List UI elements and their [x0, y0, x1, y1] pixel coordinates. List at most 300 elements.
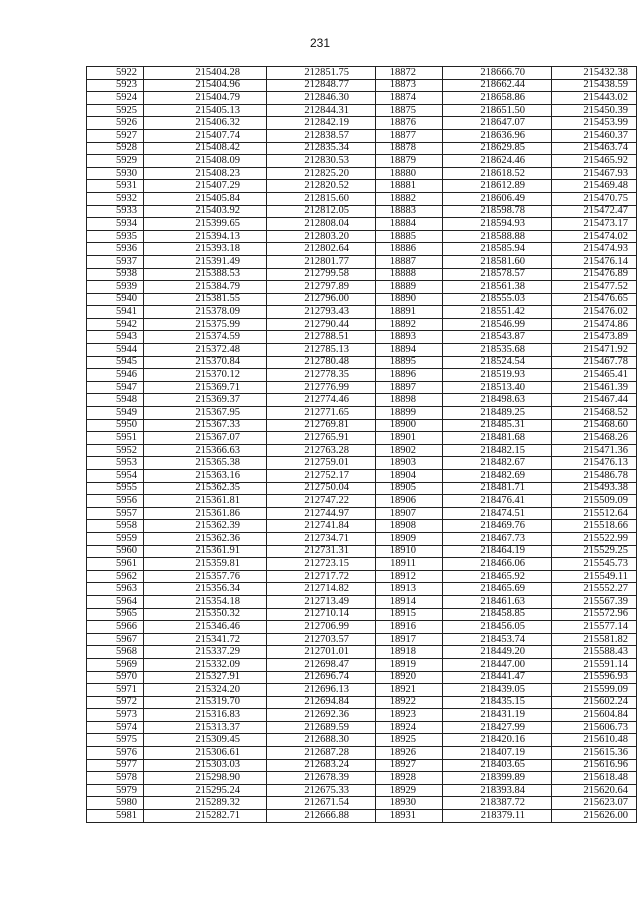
x-coordinate-right-cell: 218407.19: [443, 747, 552, 760]
y-coordinate-right-cell: 215474.86: [552, 318, 637, 331]
y-coordinate-left-cell: 212710.14: [267, 608, 376, 621]
table-row: [87, 495, 637, 508]
table-row: [87, 344, 637, 357]
y-coordinate-right-cell: 215604.84: [552, 709, 637, 722]
y-coordinate-right-cell: 215623.07: [552, 797, 637, 810]
y-coordinate-left-cell: 212694.84: [267, 696, 376, 709]
point-number-right-cell: 18875: [376, 104, 443, 117]
x-coordinate-right-cell: 218585.94: [443, 243, 552, 256]
point-number-right-cell: 18925: [376, 734, 443, 747]
point-number-left-cell: 5929: [87, 155, 144, 168]
y-coordinate-left-cell: 212734.71: [267, 532, 376, 545]
point-number-right-cell: 18921: [376, 684, 443, 697]
x-coordinate-left-cell: 215298.90: [144, 772, 267, 785]
y-coordinate-right-cell: 215472.47: [552, 205, 637, 218]
x-coordinate-left-cell: 215367.95: [144, 407, 267, 420]
x-coordinate-left-cell: 215324.20: [144, 684, 267, 697]
y-coordinate-right-cell: 215474.93: [552, 243, 637, 256]
point-number-left-cell: 5923: [87, 79, 144, 92]
table-row: [87, 482, 637, 495]
point-number-right-cell: 18926: [376, 747, 443, 760]
point-number-left-cell: 5976: [87, 747, 144, 760]
x-coordinate-right-cell: 218387.72: [443, 797, 552, 810]
point-number-right-cell: 18893: [376, 331, 443, 344]
y-coordinate-left-cell: 212769.81: [267, 419, 376, 432]
point-number-right-cell: 18929: [376, 784, 443, 797]
x-coordinate-left-cell: 215309.45: [144, 734, 267, 747]
y-coordinate-left-cell: 212851.75: [267, 67, 376, 80]
table-row: [87, 570, 637, 583]
point-number-left-cell: 5948: [87, 394, 144, 407]
x-coordinate-right-cell: 218420.16: [443, 734, 552, 747]
point-number-right-cell: 18872: [376, 67, 443, 80]
table-row: [87, 608, 637, 621]
point-number-right-cell: 18928: [376, 772, 443, 785]
y-coordinate-right-cell: 215450.39: [552, 104, 637, 117]
table-row: [87, 268, 637, 281]
table-row: [87, 381, 637, 394]
point-number-left-cell: 5934: [87, 218, 144, 231]
point-number-right-cell: 18915: [376, 608, 443, 621]
table-row: [87, 218, 637, 231]
x-coordinate-left-cell: 215367.33: [144, 419, 267, 432]
x-coordinate-right-cell: 218551.42: [443, 306, 552, 319]
y-coordinate-left-cell: 212774.46: [267, 394, 376, 407]
point-number-right-cell: 18878: [376, 142, 443, 155]
point-number-left-cell: 5952: [87, 444, 144, 457]
y-coordinate-left-cell: 212687.28: [267, 747, 376, 760]
point-number-right-cell: 18881: [376, 180, 443, 193]
y-coordinate-right-cell: 215467.78: [552, 356, 637, 369]
x-coordinate-right-cell: 218465.92: [443, 570, 552, 583]
x-coordinate-left-cell: 215407.74: [144, 129, 267, 142]
point-number-left-cell: 5975: [87, 734, 144, 747]
x-coordinate-left-cell: 215370.12: [144, 369, 267, 382]
y-coordinate-right-cell: 215545.73: [552, 558, 637, 571]
table-row: [87, 734, 637, 747]
x-coordinate-left-cell: 215289.32: [144, 797, 267, 810]
point-number-left-cell: 5978: [87, 772, 144, 785]
y-coordinate-right-cell: 215468.26: [552, 432, 637, 445]
y-coordinate-left-cell: 212744.97: [267, 507, 376, 520]
y-coordinate-left-cell: 212842.19: [267, 117, 376, 130]
point-number-right-cell: 18874: [376, 92, 443, 105]
point-number-right-cell: 18907: [376, 507, 443, 520]
table-row: [87, 772, 637, 785]
y-coordinate-right-cell: 215610.48: [552, 734, 637, 747]
x-coordinate-right-cell: 218458.85: [443, 608, 552, 621]
x-coordinate-left-cell: 215341.72: [144, 633, 267, 646]
y-coordinate-left-cell: 212812.05: [267, 205, 376, 218]
y-coordinate-left-cell: 212848.77: [267, 79, 376, 92]
table-row: [87, 192, 637, 205]
point-number-left-cell: 5953: [87, 457, 144, 470]
y-coordinate-left-cell: 212796.00: [267, 293, 376, 306]
x-coordinate-right-cell: 218393.84: [443, 784, 552, 797]
x-coordinate-right-cell: 218612.89: [443, 180, 552, 193]
x-coordinate-right-cell: 218464.19: [443, 545, 552, 558]
y-coordinate-left-cell: 212666.88: [267, 810, 376, 823]
x-coordinate-right-cell: 218513.40: [443, 381, 552, 394]
y-coordinate-left-cell: 212799.58: [267, 268, 376, 281]
point-number-right-cell: 18899: [376, 407, 443, 420]
table-row: [87, 545, 637, 558]
y-coordinate-right-cell: 215471.92: [552, 344, 637, 357]
y-coordinate-left-cell: 212688.30: [267, 734, 376, 747]
x-coordinate-left-cell: 215362.36: [144, 532, 267, 545]
point-number-right-cell: 18930: [376, 797, 443, 810]
point-number-left-cell: 5933: [87, 205, 144, 218]
x-coordinate-right-cell: 218498.63: [443, 394, 552, 407]
x-coordinate-right-cell: 218431.19: [443, 709, 552, 722]
x-coordinate-right-cell: 218465.69: [443, 583, 552, 596]
y-coordinate-left-cell: 212747.22: [267, 495, 376, 508]
point-number-left-cell: 5940: [87, 293, 144, 306]
point-number-left-cell: 5946: [87, 369, 144, 382]
y-coordinate-right-cell: 215591.14: [552, 658, 637, 671]
table-row: [87, 407, 637, 420]
x-coordinate-left-cell: 215403.92: [144, 205, 267, 218]
x-coordinate-left-cell: 215366.63: [144, 444, 267, 457]
x-coordinate-right-cell: 218482.15: [443, 444, 552, 457]
y-coordinate-right-cell: 215438.59: [552, 79, 637, 92]
point-number-right-cell: 18922: [376, 696, 443, 709]
y-coordinate-left-cell: 212808.04: [267, 218, 376, 231]
x-coordinate-left-cell: 215362.35: [144, 482, 267, 495]
y-coordinate-right-cell: 215465.92: [552, 155, 637, 168]
table-row: [87, 633, 637, 646]
table-row: [87, 507, 637, 520]
x-coordinate-left-cell: 215391.49: [144, 255, 267, 268]
y-coordinate-left-cell: 212678.39: [267, 772, 376, 785]
x-coordinate-right-cell: 218618.52: [443, 167, 552, 180]
y-coordinate-left-cell: 212703.57: [267, 633, 376, 646]
x-coordinate-right-cell: 218555.03: [443, 293, 552, 306]
x-coordinate-right-cell: 218598.78: [443, 205, 552, 218]
y-coordinate-left-cell: 212835.34: [267, 142, 376, 155]
x-coordinate-right-cell: 218647.07: [443, 117, 552, 130]
point-number-right-cell: 18920: [376, 671, 443, 684]
y-coordinate-right-cell: 215476.02: [552, 306, 637, 319]
point-number-right-cell: 18916: [376, 621, 443, 634]
x-coordinate-right-cell: 218485.31: [443, 419, 552, 432]
table-row: [87, 142, 637, 155]
y-coordinate-right-cell: 215460.37: [552, 129, 637, 142]
point-number-left-cell: 5941: [87, 306, 144, 319]
y-coordinate-left-cell: 212790.44: [267, 318, 376, 331]
point-number-right-cell: 18883: [376, 205, 443, 218]
table-row: [87, 810, 637, 823]
y-coordinate-left-cell: 212778.35: [267, 369, 376, 382]
y-coordinate-left-cell: 212759.01: [267, 457, 376, 470]
point-number-left-cell: 5980: [87, 797, 144, 810]
point-number-right-cell: 18882: [376, 192, 443, 205]
y-coordinate-left-cell: 212776.99: [267, 381, 376, 394]
y-coordinate-right-cell: 215468.52: [552, 407, 637, 420]
x-coordinate-left-cell: 215393.18: [144, 243, 267, 256]
y-coordinate-left-cell: 212844.31: [267, 104, 376, 117]
point-number-right-cell: 18892: [376, 318, 443, 331]
table-row: [87, 306, 637, 319]
x-coordinate-right-cell: 218481.71: [443, 482, 552, 495]
point-number-left-cell: 5959: [87, 532, 144, 545]
x-coordinate-left-cell: 215374.59: [144, 331, 267, 344]
table-row: [87, 281, 637, 294]
y-coordinate-right-cell: 215463.74: [552, 142, 637, 155]
x-coordinate-right-cell: 218447.00: [443, 658, 552, 671]
x-coordinate-right-cell: 218467.73: [443, 532, 552, 545]
y-coordinate-right-cell: 215615.36: [552, 747, 637, 760]
table-row: [87, 318, 637, 331]
point-number-left-cell: 5931: [87, 180, 144, 193]
y-coordinate-left-cell: 212830.53: [267, 155, 376, 168]
y-coordinate-left-cell: 212838.57: [267, 129, 376, 142]
x-coordinate-left-cell: 215404.28: [144, 67, 267, 80]
y-coordinate-right-cell: 215606.73: [552, 721, 637, 734]
x-coordinate-left-cell: 215282.71: [144, 810, 267, 823]
x-coordinate-right-cell: 218441.47: [443, 671, 552, 684]
y-coordinate-right-cell: 215522.99: [552, 532, 637, 545]
x-coordinate-left-cell: 215327.91: [144, 671, 267, 684]
y-coordinate-left-cell: 212696.13: [267, 684, 376, 697]
point-number-left-cell: 5936: [87, 243, 144, 256]
point-number-left-cell: 5925: [87, 104, 144, 117]
x-coordinate-left-cell: 215369.71: [144, 381, 267, 394]
y-coordinate-left-cell: 212820.52: [267, 180, 376, 193]
x-coordinate-left-cell: 215408.23: [144, 167, 267, 180]
table-row: [87, 797, 637, 810]
y-coordinate-right-cell: 215512.64: [552, 507, 637, 520]
y-coordinate-right-cell: 215567.39: [552, 595, 637, 608]
table-row: [87, 621, 637, 634]
x-coordinate-left-cell: 215356.34: [144, 583, 267, 596]
point-number-right-cell: 18902: [376, 444, 443, 457]
y-coordinate-right-cell: 215468.60: [552, 419, 637, 432]
x-coordinate-right-cell: 218461.63: [443, 595, 552, 608]
point-number-right-cell: 18894: [376, 344, 443, 357]
point-number-right-cell: 18905: [376, 482, 443, 495]
x-coordinate-right-cell: 218561.38: [443, 281, 552, 294]
y-coordinate-right-cell: 215474.02: [552, 230, 637, 243]
page-number: 231: [309, 36, 331, 50]
x-coordinate-left-cell: 215365.38: [144, 457, 267, 470]
table-row: [87, 646, 637, 659]
x-coordinate-left-cell: 215405.84: [144, 192, 267, 205]
y-coordinate-left-cell: 212815.60: [267, 192, 376, 205]
point-number-left-cell: 5964: [87, 595, 144, 608]
table-row: [87, 293, 637, 306]
table-row: [87, 180, 637, 193]
x-coordinate-right-cell: 218456.05: [443, 621, 552, 634]
point-number-right-cell: 18903: [376, 457, 443, 470]
point-number-left-cell: 5981: [87, 810, 144, 823]
point-number-left-cell: 5922: [87, 67, 144, 80]
x-coordinate-right-cell: 218594.93: [443, 218, 552, 231]
x-coordinate-right-cell: 218489.25: [443, 407, 552, 420]
table-row: [87, 444, 637, 457]
x-coordinate-right-cell: 218476.41: [443, 495, 552, 508]
table-row: [87, 709, 637, 722]
y-coordinate-left-cell: 212780.48: [267, 356, 376, 369]
point-number-right-cell: 18877: [376, 129, 443, 142]
table-row: [87, 532, 637, 545]
point-number-right-cell: 18889: [376, 281, 443, 294]
x-coordinate-right-cell: 218379.11: [443, 810, 552, 823]
x-coordinate-right-cell: 218453.74: [443, 633, 552, 646]
y-coordinate-right-cell: 215467.93: [552, 167, 637, 180]
y-coordinate-left-cell: 212763.28: [267, 444, 376, 457]
x-coordinate-left-cell: 215372.48: [144, 344, 267, 357]
x-coordinate-left-cell: 215361.91: [144, 545, 267, 558]
x-coordinate-right-cell: 218658.86: [443, 92, 552, 105]
y-coordinate-left-cell: 212825.20: [267, 167, 376, 180]
table-row: [87, 167, 637, 180]
y-coordinate-right-cell: 215596.93: [552, 671, 637, 684]
x-coordinate-left-cell: 215316.83: [144, 709, 267, 722]
point-number-right-cell: 18908: [376, 520, 443, 533]
table-row: [87, 356, 637, 369]
point-number-left-cell: 5967: [87, 633, 144, 646]
y-coordinate-left-cell: 212698.47: [267, 658, 376, 671]
y-coordinate-left-cell: 212714.82: [267, 583, 376, 596]
y-coordinate-right-cell: 215602.24: [552, 696, 637, 709]
point-number-left-cell: 5945: [87, 356, 144, 369]
point-number-right-cell: 18887: [376, 255, 443, 268]
y-coordinate-right-cell: 215476.89: [552, 268, 637, 281]
x-coordinate-right-cell: 218666.70: [443, 67, 552, 80]
x-coordinate-left-cell: 215350.32: [144, 608, 267, 621]
x-coordinate-left-cell: 215370.84: [144, 356, 267, 369]
x-coordinate-right-cell: 218546.99: [443, 318, 552, 331]
point-number-right-cell: 18879: [376, 155, 443, 168]
point-number-left-cell: 5932: [87, 192, 144, 205]
table-row: [87, 470, 637, 483]
point-number-right-cell: 18913: [376, 583, 443, 596]
x-coordinate-right-cell: 218427.99: [443, 721, 552, 734]
point-number-right-cell: 18917: [376, 633, 443, 646]
y-coordinate-right-cell: 215626.00: [552, 810, 637, 823]
coordinates-table: [86, 66, 637, 823]
table-row: [87, 92, 637, 105]
point-number-right-cell: 18901: [376, 432, 443, 445]
point-number-right-cell: 18880: [376, 167, 443, 180]
table-row: [87, 67, 637, 80]
y-coordinate-left-cell: 212765.91: [267, 432, 376, 445]
point-number-left-cell: 5951: [87, 432, 144, 445]
x-coordinate-left-cell: 215369.37: [144, 394, 267, 407]
y-coordinate-right-cell: 215476.65: [552, 293, 637, 306]
point-number-right-cell: 18876: [376, 117, 443, 130]
y-coordinate-left-cell: 212785.13: [267, 344, 376, 357]
y-coordinate-right-cell: 215486.78: [552, 470, 637, 483]
point-number-left-cell: 5943: [87, 331, 144, 344]
x-coordinate-right-cell: 218636.96: [443, 129, 552, 142]
point-number-left-cell: 5960: [87, 545, 144, 558]
y-coordinate-right-cell: 215518.66: [552, 520, 637, 533]
y-coordinate-right-cell: 215549.11: [552, 570, 637, 583]
x-coordinate-left-cell: 215378.09: [144, 306, 267, 319]
point-number-left-cell: 5972: [87, 696, 144, 709]
point-number-right-cell: 18906: [376, 495, 443, 508]
point-number-left-cell: 5957: [87, 507, 144, 520]
table-row: [87, 696, 637, 709]
y-coordinate-left-cell: 212713.49: [267, 595, 376, 608]
x-coordinate-left-cell: 215346.46: [144, 621, 267, 634]
table-row: [87, 747, 637, 760]
point-number-left-cell: 5963: [87, 583, 144, 596]
point-number-left-cell: 5937: [87, 255, 144, 268]
point-number-left-cell: 5968: [87, 646, 144, 659]
x-coordinate-left-cell: 215361.81: [144, 495, 267, 508]
x-coordinate-right-cell: 218519.93: [443, 369, 552, 382]
x-coordinate-left-cell: 215337.29: [144, 646, 267, 659]
table-row: [87, 369, 637, 382]
point-number-right-cell: 18924: [376, 721, 443, 734]
y-coordinate-left-cell: 212802.64: [267, 243, 376, 256]
point-number-left-cell: 5962: [87, 570, 144, 583]
table-row: [87, 583, 637, 596]
y-coordinate-right-cell: 215477.52: [552, 281, 637, 294]
point-number-left-cell: 5956: [87, 495, 144, 508]
point-number-right-cell: 18891: [376, 306, 443, 319]
x-coordinate-right-cell: 218403.65: [443, 759, 552, 772]
point-number-left-cell: 5949: [87, 407, 144, 420]
point-number-right-cell: 18931: [376, 810, 443, 823]
y-coordinate-right-cell: 215493.38: [552, 482, 637, 495]
y-coordinate-right-cell: 215572.96: [552, 608, 637, 621]
y-coordinate-left-cell: 212706.99: [267, 621, 376, 634]
x-coordinate-left-cell: 215363.16: [144, 470, 267, 483]
point-number-left-cell: 5954: [87, 470, 144, 483]
x-coordinate-right-cell: 218469.76: [443, 520, 552, 533]
point-number-right-cell: 18910: [376, 545, 443, 558]
table-row: [87, 595, 637, 608]
x-coordinate-right-cell: 218474.51: [443, 507, 552, 520]
x-coordinate-right-cell: 218482.69: [443, 470, 552, 483]
point-number-right-cell: 18888: [376, 268, 443, 281]
y-coordinate-right-cell: 215618.48: [552, 772, 637, 785]
x-coordinate-left-cell: 215375.99: [144, 318, 267, 331]
y-coordinate-right-cell: 215581.82: [552, 633, 637, 646]
point-number-right-cell: 18904: [376, 470, 443, 483]
x-coordinate-right-cell: 218606.49: [443, 192, 552, 205]
x-coordinate-right-cell: 218449.20: [443, 646, 552, 659]
table-row: [87, 457, 637, 470]
x-coordinate-left-cell: 215361.86: [144, 507, 267, 520]
y-coordinate-left-cell: 212793.43: [267, 306, 376, 319]
x-coordinate-left-cell: 215394.13: [144, 230, 267, 243]
table-row: [87, 394, 637, 407]
x-coordinate-left-cell: 215406.32: [144, 117, 267, 130]
y-coordinate-left-cell: 212797.89: [267, 281, 376, 294]
x-coordinate-right-cell: 218629.85: [443, 142, 552, 155]
y-coordinate-left-cell: 212696.74: [267, 671, 376, 684]
y-coordinate-left-cell: 212788.51: [267, 331, 376, 344]
point-number-right-cell: 18900: [376, 419, 443, 432]
table-row: [87, 558, 637, 571]
y-coordinate-left-cell: 212683.24: [267, 759, 376, 772]
y-coordinate-right-cell: 215476.13: [552, 457, 637, 470]
x-coordinate-left-cell: 215408.09: [144, 155, 267, 168]
y-coordinate-left-cell: 212723.15: [267, 558, 376, 571]
point-number-left-cell: 5926: [87, 117, 144, 130]
y-coordinate-right-cell: 215599.09: [552, 684, 637, 697]
x-coordinate-left-cell: 215408.42: [144, 142, 267, 155]
y-coordinate-left-cell: 212741.84: [267, 520, 376, 533]
table-row: [87, 129, 637, 142]
point-number-left-cell: 5927: [87, 129, 144, 142]
x-coordinate-left-cell: 215303.03: [144, 759, 267, 772]
